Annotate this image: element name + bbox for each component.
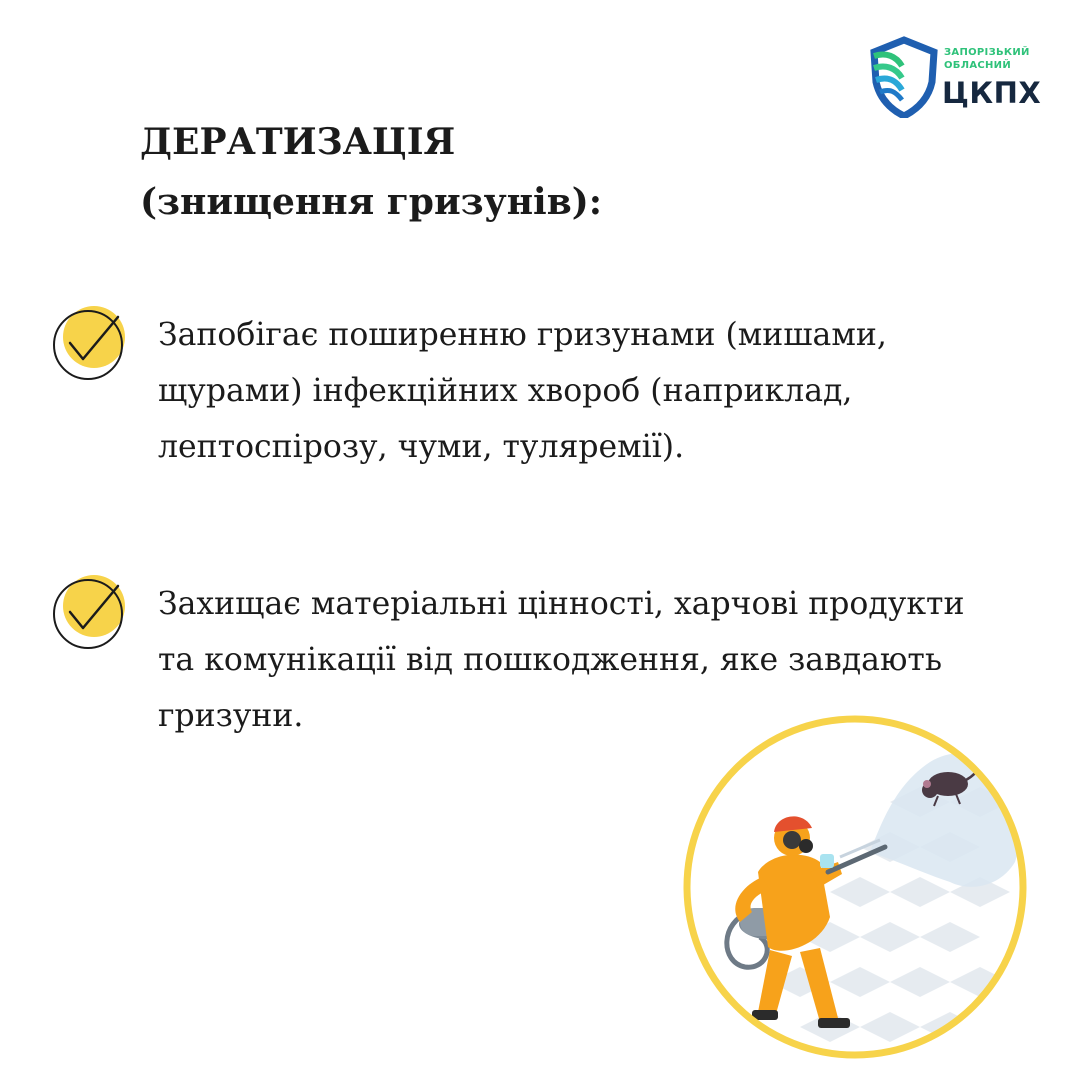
list-item-line: Захищає матеріальні цінності, харчові продукти xyxy=(158,586,965,622)
logo xyxy=(866,36,1046,120)
list-item-line: лептоспірозу, чуми, туляремії). xyxy=(158,429,685,465)
list-item-text xyxy=(158,307,1080,475)
list-item-line: щурами) інфекційних хвороб (наприклад, xyxy=(158,373,853,409)
logo-region-text: ЗАПОРІЗЬКИЙ xyxy=(944,47,1030,58)
title-line-1: ДЕРАТИЗАЦІЯ xyxy=(140,121,456,163)
logo-type-text: ОБЛАСНИЙ xyxy=(944,60,1012,71)
check-icon xyxy=(50,572,130,652)
list-item-line: гризуни. xyxy=(158,698,304,734)
shield-logo-icon xyxy=(866,36,942,118)
exterminator-illustration xyxy=(680,712,1030,1062)
list-item-line: Запобігає поширенню гризунами (мишами, xyxy=(158,317,887,353)
list-item-line: та комунікації від пошкодження, яке завдають xyxy=(158,642,942,678)
logo-name-text: ЦКПХ xyxy=(942,76,1042,110)
page-title xyxy=(140,112,840,232)
title-line-2: (знищення гризунів): xyxy=(140,181,603,223)
check-icon xyxy=(50,303,130,383)
